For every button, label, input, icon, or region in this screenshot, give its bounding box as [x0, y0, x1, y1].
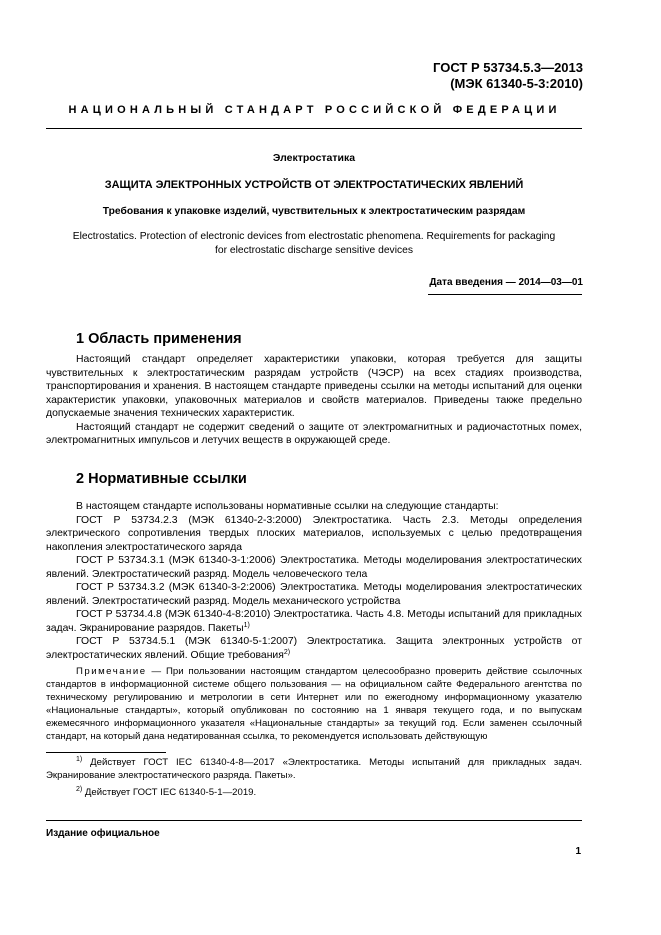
- reference-2: ГОСТ Р 53734.3.1 (МЭК 61340-3-1:2006) Электростатика. Методы моделирования электростатических явлений. Электростатический разряд. Модель человеческого тела: [46, 555, 582, 580]
- reference-3: ГОСТ Р 53734.3.2 (МЭК 61340-3-2:2006) Электростатика. Методы моделирования электростатических явлений. Электростатический разряд. Модель механического устройства: [46, 582, 582, 607]
- standard-code: [433, 60, 583, 92]
- reference-5: [46, 635, 582, 662]
- date-divider: [428, 294, 582, 295]
- footnote-divider: [46, 752, 166, 753]
- section-2-intro: В настоящем стандарте использованы нормативные ссылки на следующие стандарты:: [76, 501, 499, 512]
- footnote-1: [46, 756, 582, 782]
- reference-5-text: ГОСТ Р 53734.5.1 (МЭК 61340-5-1:2007) Электростатика. Защита электронных устройств от электростатических явлений. Общие требования: [46, 636, 582, 661]
- section-2-heading: 2 Нормативные ссылки: [76, 471, 247, 487]
- note-paragraph: [46, 665, 582, 743]
- header-divider: [46, 128, 582, 129]
- main-title: ЗАЩИТА ЭЛЕКТРОННЫХ УСТРОЙСТВ ОТ ЭЛЕКТРОСТАТИЧЕСКИХ ЯВЛЕНИЙ: [104, 179, 524, 191]
- note-text: — При пользовании настоящим стандартом целесообразно проверить действие ссылочных стандартов в информационной системе общего пользования — на официальном сайте Федерального агентства по техническому регулированию и метрологии в сети Интернет или по ежегодному информационному указателю «Национальные стандарты», который опубликован по состоянию на 1 января текущего года, и по выпускам ежемесячного информационного указателя «Национальные стандарты» за текущий год. Если заменен ссылочный стандарт, на который дана недатированная ссылка, то рекомендуется использовать действующую: [46, 666, 582, 742]
- footnote-ref-2: 2): [283, 648, 291, 656]
- english-title-line-2: for electrostatic discharge sensitive devices: [214, 245, 414, 256]
- footnote-1-mark: 1): [76, 756, 83, 763]
- section-1-paragraph-2: Настоящий стандарт не содержит сведений о защите от электромагнитных и радиочастотных помех, электромагнитных импульсов и летучих веществ в окружающей среде.: [46, 421, 582, 446]
- section-1-body: [46, 353, 582, 448]
- gost-number: ГОСТ Р 53734.5.3—2013: [433, 60, 583, 75]
- page-number: 1: [575, 846, 581, 857]
- introduction-date: Дата введения — 2014—03—01: [429, 277, 583, 288]
- iec-number: (МЭК 61340-5-3:2010): [450, 76, 583, 91]
- reference-4: [46, 608, 582, 635]
- section-1-paragraph-1: Настоящий стандарт определяет характеристики упаковки, которая требуется для защиты чувствительных к электростатическим разрядам устройств (ЧЭСР) на всех стадиях производства, транспортирования и хранения. В настоящем стандарте приведены ссылки на методы испытаний для оценки характеристик упаковки, упаковочных материалов и свойств материалов. Приведены также предельно допускаемые значения технических характеристик.: [46, 354, 582, 419]
- note-block: [46, 665, 582, 743]
- reference-1: ГОСТ Р 53734.2.3 (МЭК 61340-2-3:2000) Электростатика. Часть 2.3. Методы определения электрического сопротивления твердых плоских материалов, используемых с целью предотвращения накопления электростатического заряда: [46, 514, 582, 553]
- note-label: Примечание: [76, 666, 147, 677]
- subtitle: Требования к упаковке изделий, чувствительных к электростатическим разрядам: [102, 206, 526, 217]
- official-edition-label: Издание официальное: [46, 828, 160, 839]
- section-1-heading: 1 Область применения: [76, 331, 242, 347]
- footnotes: [46, 756, 582, 799]
- section-2-body: [46, 500, 582, 662]
- reference-4-text: ГОСТ Р 53734.4.8 (МЭК 61340-4-8:2010) Электростатика. Часть 4.8. Методы испытаний для прикладных задач. Экранирование разрядов. Пакеты: [46, 609, 582, 634]
- subject-title: Электростатика: [272, 152, 356, 164]
- national-standard-banner: НАЦИОНАЛЬНЫЙ СТАНДАРТ РОССИЙСКОЙ ФЕДЕРАЦИИ: [68, 104, 561, 116]
- footnote-2-text: Действует ГОСТ IEC 61340-5-1—2019.: [82, 787, 257, 798]
- footnote-2: [46, 786, 582, 799]
- footnote-ref-1: 1): [243, 621, 250, 629]
- english-title-line-1: Electrostatics. Protection of electronic devices from electrostatic phenomena. Requirements for packaging: [72, 231, 556, 242]
- footnote-1-text: Действует ГОСТ IEC 61340-4-8—2017 «Электростатика. Методы испытаний для прикладных задач. Экранирование электростатического разряда. Пакеты».: [46, 757, 582, 781]
- english-title: [46, 230, 582, 258]
- footer-divider: [46, 820, 582, 821]
- footnote-2-mark: 2): [76, 786, 83, 793]
